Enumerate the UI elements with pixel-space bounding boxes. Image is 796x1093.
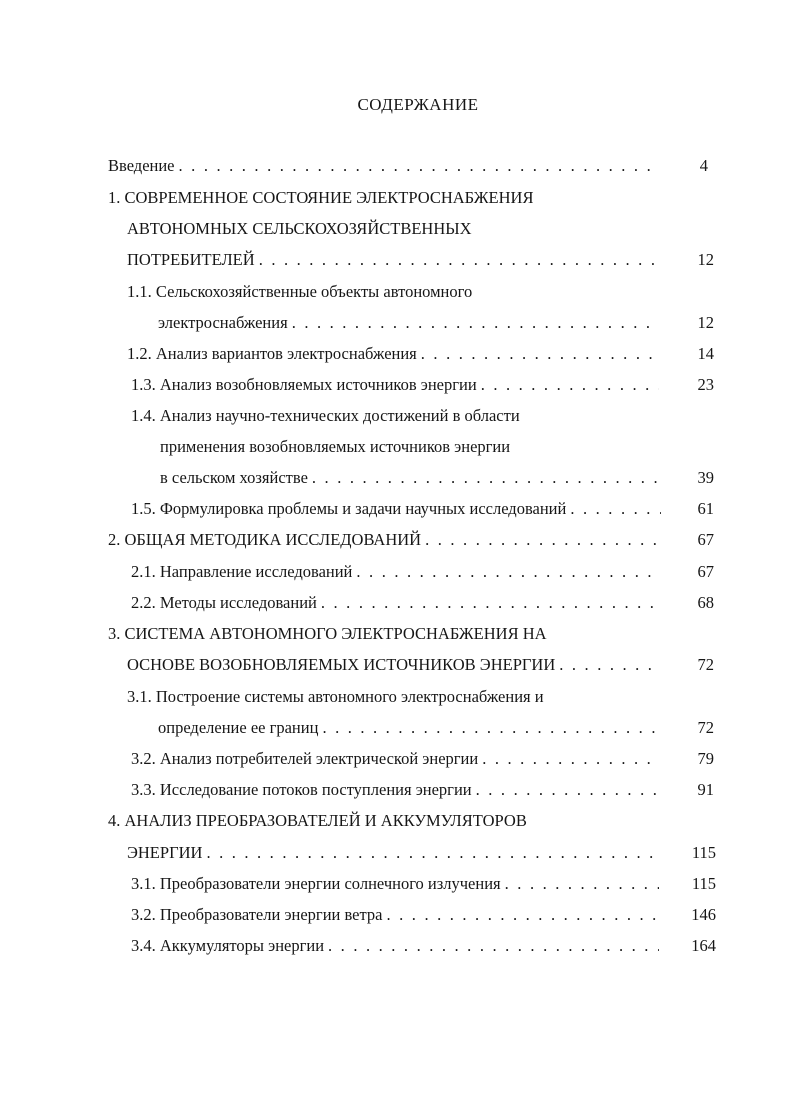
toc-page-number: 164 (691, 936, 716, 955)
toc-page-number: 39 (697, 468, 714, 487)
leader-dots (476, 779, 659, 801)
toc-page-number: 14 (697, 344, 714, 363)
toc-page-number: 146 (691, 905, 716, 924)
leader-dots (481, 374, 659, 396)
toc-page-number: 67 (697, 562, 714, 581)
toc-label: определение ее границ (158, 718, 319, 737)
toc-entry-section-4-2[interactable] (131, 904, 663, 926)
toc-entry-section-4-1[interactable] (131, 873, 663, 895)
toc-label: 3.1. Преобразователи энергии солнечного излучения (131, 874, 501, 893)
toc-page-number: 72 (697, 718, 714, 737)
toc-entry-section-1-5[interactable] (131, 498, 665, 520)
leader-dots (505, 873, 659, 895)
toc-section-1-1-line1[interactable]: 1.1. Сельскохозяйственные объекты автономного (127, 282, 473, 301)
toc-label: 1.2. Анализ вариантов электроснабжения (127, 344, 417, 363)
toc-label: 3.2. Преобразователи энергии ветра (131, 905, 383, 924)
toc-entry-chapter-3[interactable] (127, 654, 663, 676)
leader-dots (482, 748, 659, 770)
toc-page-number: 72 (697, 655, 714, 674)
toc-page-number: 12 (697, 313, 714, 332)
toc-page-number: 23 (697, 375, 714, 394)
toc-label: 2.1. Направление исследований (131, 562, 353, 581)
toc-entry-chapter-4[interactable] (127, 842, 663, 864)
leader-dots (321, 592, 659, 614)
toc-page-number: 68 (697, 593, 714, 612)
leader-dots (570, 498, 661, 520)
toc-page-number: 12 (697, 250, 714, 269)
toc-label: 3.3. Исследование потоков поступления энергии (131, 780, 472, 799)
leader-dots (328, 935, 659, 957)
toc-page-number: 79 (697, 749, 714, 768)
toc-entry-section-3-1[interactable] (158, 717, 663, 739)
toc-label: 2. ОБЩАЯ МЕТОДИКА ИССЛЕДОВАНИЙ (108, 530, 422, 549)
toc-chapter-1-line2[interactable]: АВТОНОМНЫХ СЕЛЬСКОХОЗЯЙСТВЕННЫХ (127, 219, 472, 238)
toc-page-number: 91 (697, 780, 714, 799)
toc-entry-section-1-1[interactable] (158, 312, 663, 334)
page-title: СОДЕРЖАНИЕ (357, 95, 479, 114)
toc-label: 1.3. Анализ возобновляемых источников энергии (131, 375, 477, 394)
leader-dots (259, 249, 659, 271)
toc-page-number: 67 (697, 530, 714, 549)
toc-entry-section-3-3[interactable] (131, 779, 663, 801)
toc-entry-section-1-3[interactable] (131, 374, 663, 396)
leader-dots (322, 717, 659, 739)
toc-label: Введение (108, 156, 175, 175)
toc-entry-section-2-2[interactable] (131, 592, 663, 614)
toc-page-number: 61 (697, 499, 714, 518)
leader-dots (292, 312, 659, 334)
leader-dots (312, 467, 659, 489)
toc-entry-section-4-3[interactable] (131, 935, 663, 957)
toc-section-1-4-line1[interactable]: 1.4. Анализ научно-технических достижений в области (131, 406, 520, 425)
leader-dots (356, 561, 659, 583)
toc-entry-chapter-2[interactable] (108, 529, 663, 551)
toc-section-1-4-line2[interactable]: применения возобновляемых источников энергии (160, 437, 511, 456)
toc-entry-section-3-2[interactable] (131, 748, 663, 770)
toc-chapter-4-line1[interactable]: 4. АНАЛИЗ ПРЕОБРАЗОВАТЕЛЕЙ И АККУМУЛЯТОРОВ (108, 811, 527, 830)
leader-dots (425, 529, 659, 551)
toc-label: 2.2. Методы исследований (131, 593, 317, 612)
leader-dots (206, 842, 659, 864)
toc-entry-section-2-1[interactable] (131, 561, 663, 583)
toc-page-number: 115 (691, 843, 716, 862)
toc-section-3-1-line1[interactable]: 3.1. Построение системы автономного электроснабжения и (127, 687, 544, 706)
toc-label: электроснабжения (158, 313, 288, 332)
toc-label: 1.5. Формулировка проблемы и задачи научных исследований (131, 499, 567, 518)
toc-label: ПОТРЕБИТЕЛЕЙ (127, 250, 255, 269)
toc-label: в сельском хозяйстве (160, 468, 308, 487)
leader-dots (559, 654, 659, 676)
toc-entry-section-1-2[interactable] (127, 343, 663, 365)
toc-label: 3.2. Анализ потребителей электрической энергии (131, 749, 479, 768)
toc-label: 3.4. Аккумуляторы энергии (131, 936, 325, 955)
toc-chapter-3-line1[interactable]: 3. СИСТЕМА АВТОНОМНОГО ЭЛЕКТРОСНАБЖЕНИЯ НА (108, 624, 547, 643)
toc-label: ЭНЕРГИИ (127, 843, 203, 862)
toc-entry-intro[interactable] (108, 155, 663, 177)
toc-entry-chapter-1[interactable] (127, 249, 663, 271)
toc-chapter-1-line1[interactable]: 1. СОВРЕМЕННОЕ СОСТОЯНИЕ ЭЛЕКТРОСНАБЖЕНИЯ (108, 188, 534, 207)
toc-page-number: 115 (691, 874, 716, 893)
leader-dots (387, 904, 660, 926)
toc-page-number: 4 (699, 156, 708, 175)
leader-dots (179, 155, 659, 177)
toc-entry-section-1-4[interactable] (160, 467, 663, 489)
toc-label: ОСНОВЕ ВОЗОБНОВЛЯЕМЫХ ИСТОЧНИКОВ ЭНЕРГИИ (127, 655, 556, 674)
leader-dots (421, 343, 659, 365)
